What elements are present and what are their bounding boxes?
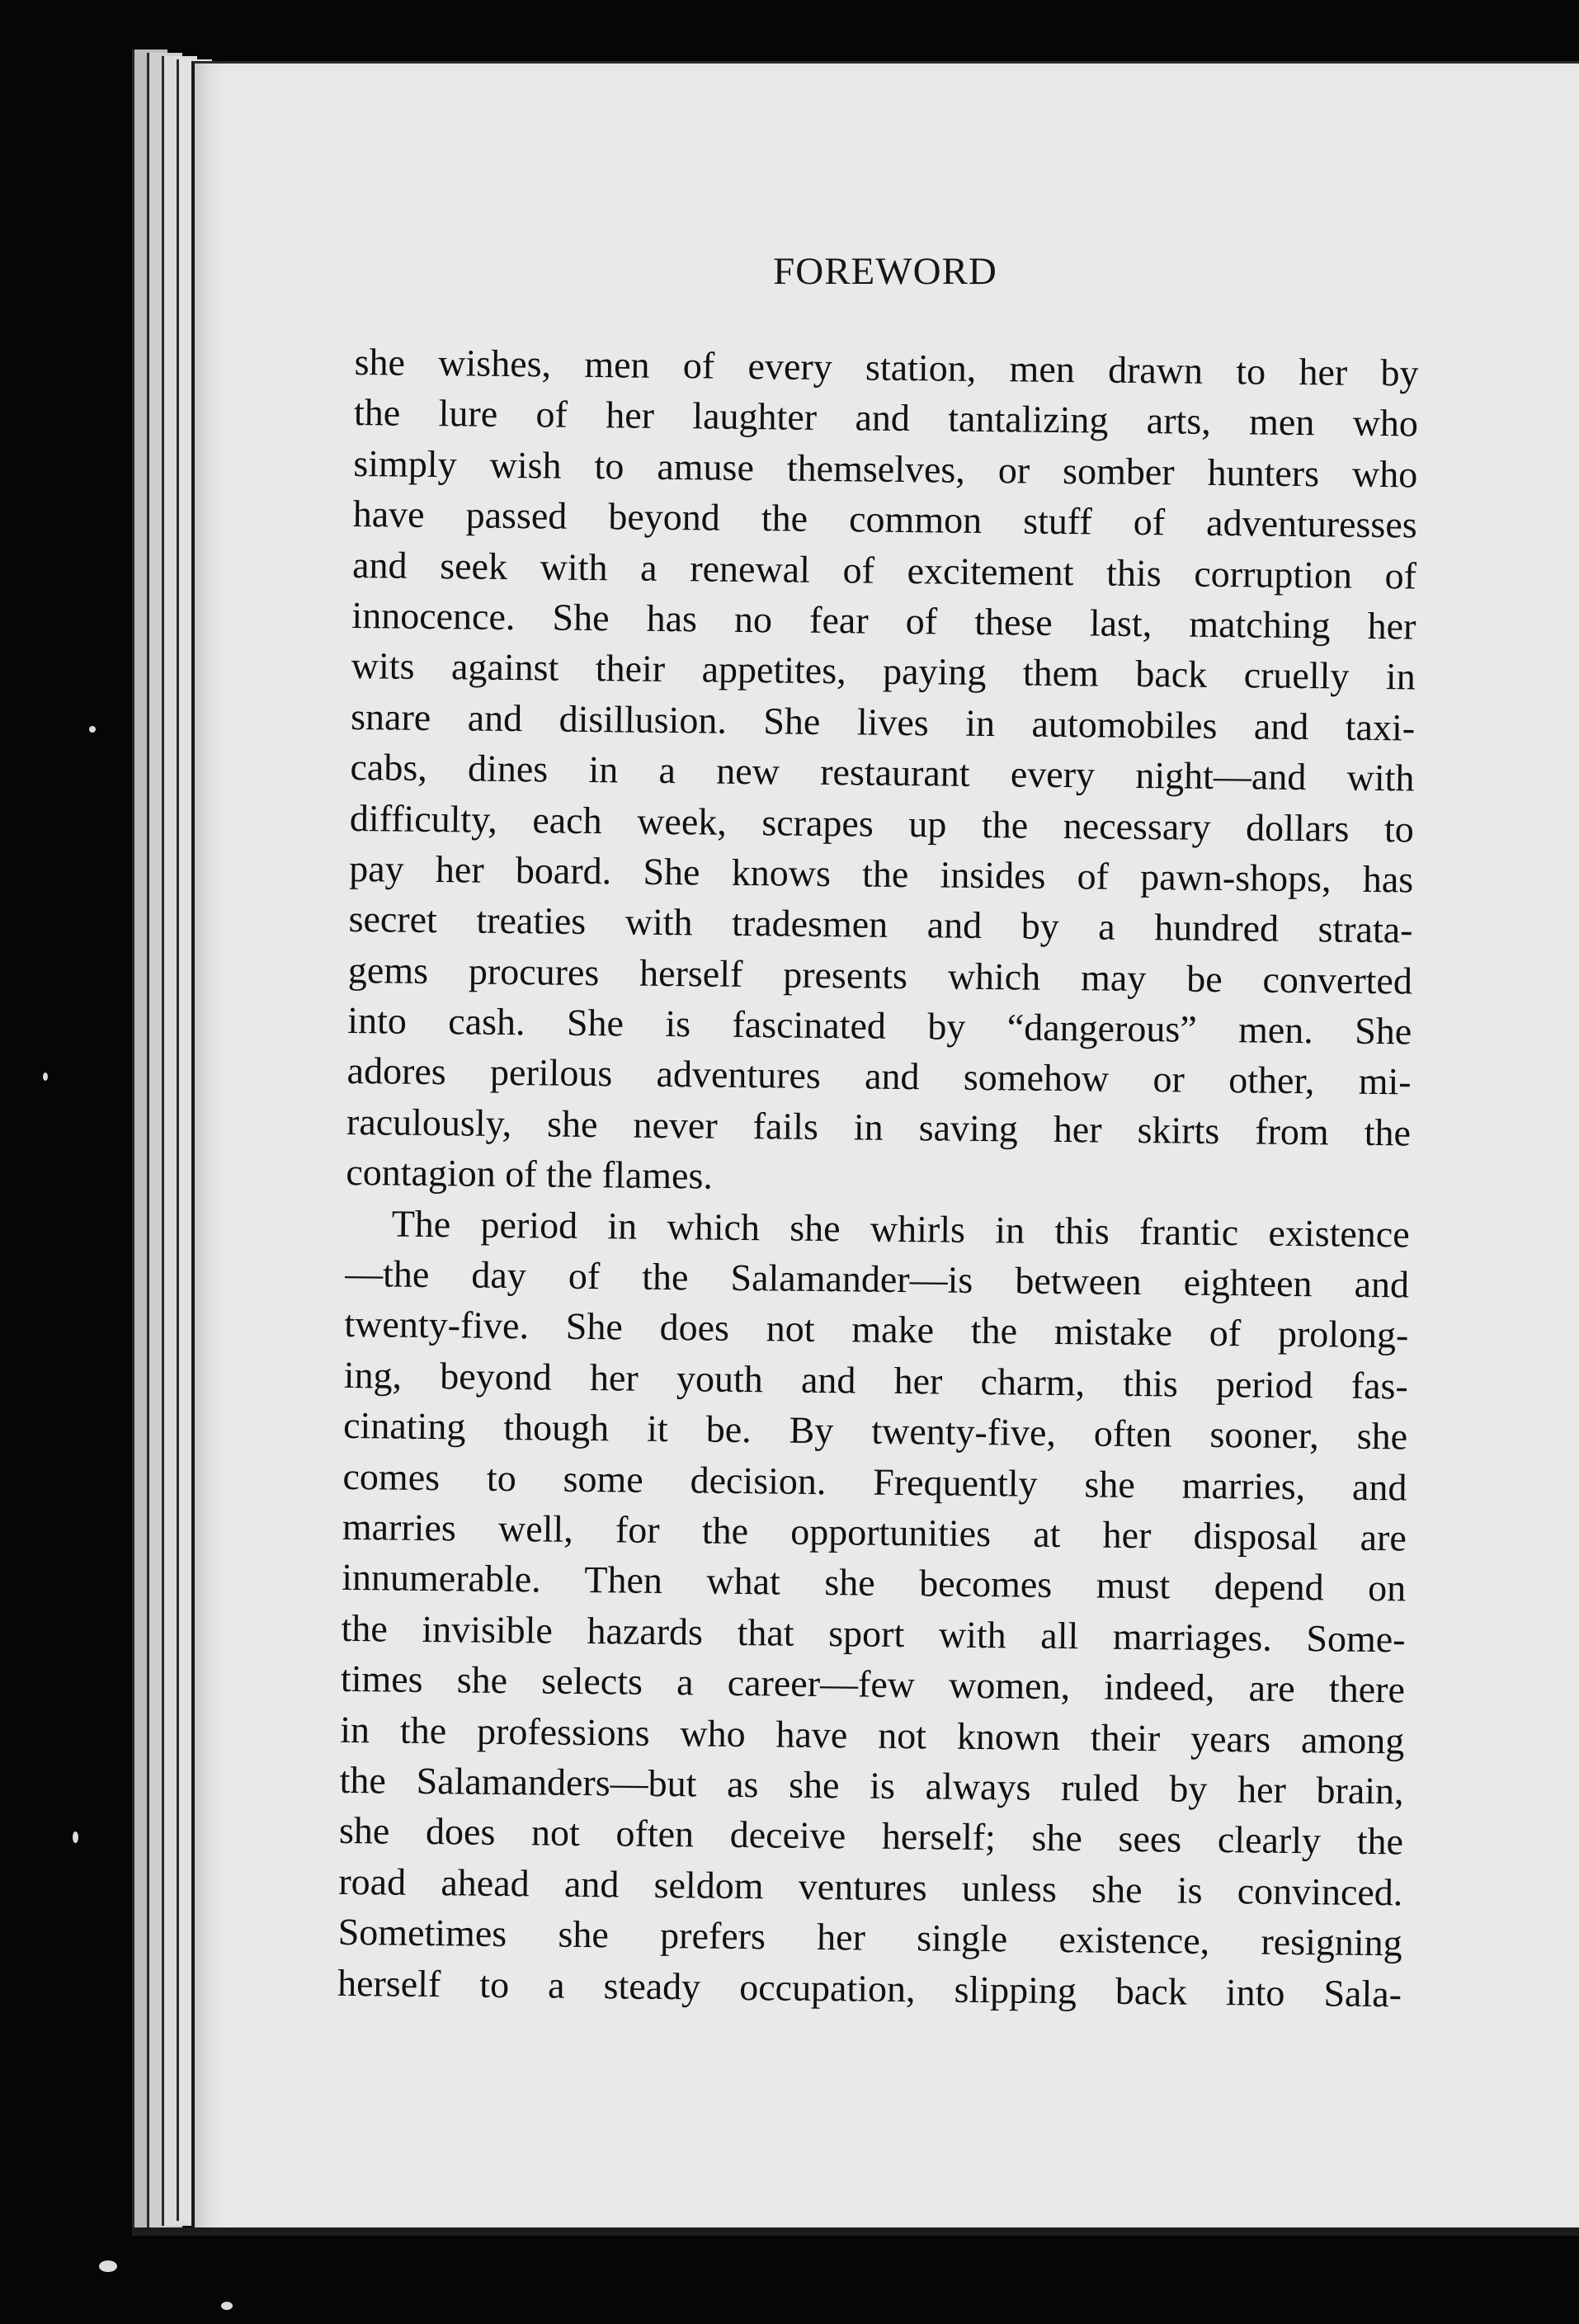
text-line: the invisible hazards that sport with all marriages. Some-: [341, 1606, 1406, 1661]
text-line: the Salamanders—but as she is always ruled by her brain,: [339, 1758, 1404, 1813]
text-line: innumerable. Then what she becomes must depend on: [341, 1556, 1407, 1610]
text-line: pay her board. She knows the insides of pawn-shops, has: [348, 846, 1414, 901]
text-line: snare and disillusion. She lives in automobiles and taxi-: [350, 695, 1416, 749]
text-line: raculously, she never fails in saving her skirts from the: [346, 1100, 1412, 1154]
text-line: wits against their appetites, paying them back cruelly in: [351, 644, 1416, 698]
text-line: marries well, for the opportunities at her disposal are: [342, 1505, 1407, 1559]
text-line: cabs, dines in a new restaurant every night—and with: [350, 746, 1415, 799]
text-line: contagion of the flames.: [346, 1151, 714, 1197]
text-line: Sometimes she prefers her single existence, resigning: [337, 1911, 1402, 1964]
text-line: —the day of the Salamander—is between eighteen and: [344, 1252, 1410, 1306]
body-text: [337, 337, 1419, 2019]
text-line: have passed beyond the common stuff of adventuresses: [352, 493, 1417, 546]
text-line: times she selects a career—few women, indeed, are there: [340, 1657, 1406, 1711]
dust-speck: [221, 2302, 233, 2310]
text-line: gems procures herself presents which may be converted: [347, 948, 1413, 1002]
text-line: adores perilous adventures and somehow or other, mi-: [346, 1049, 1412, 1103]
text-line: she wishes, men of every station, men drawn to her by: [354, 340, 1419, 394]
text-line: innocence. She has no fear of these last, matching her: [351, 593, 1416, 648]
dust-speck: [99, 2260, 117, 2272]
text-line: herself to a steady occupation, slipping back into Sala-: [337, 1961, 1402, 2015]
dust-speck: [89, 726, 96, 733]
text-line: difficulty, each week, scrapes up the necessary dollars to: [349, 796, 1415, 850]
text-line: she does not often deceive herself; she sees clearly the: [338, 1809, 1404, 1863]
text-line: into cash. She is fascinated by “dangerous” men. She: [347, 999, 1412, 1053]
text-line: cinating though it be. By twenty-five, often sooner, she: [342, 1404, 1408, 1458]
text-line: the lure of her laughter and tantalizing arts, men who: [353, 391, 1419, 445]
text-line: and seek with a renewal of excitement this corruption of: [351, 543, 1417, 597]
text-line: simply wish to amuse themselves, or somber hunters who: [353, 441, 1418, 496]
text-line: twenty-five. She does not make the mistake of prolong-: [344, 1303, 1409, 1356]
text-line: road ahead and seldom ventures unless she is convinced.: [338, 1860, 1403, 1914]
text-line: secret treaties with tradesmen and by a hundred strata-: [348, 898, 1413, 951]
text-line: The period in which she whirls in this frantic existence: [391, 1202, 1410, 1256]
text-line: in the professions who have not known their years among: [340, 1708, 1405, 1761]
page-bottom-edge: [132, 2227, 1579, 2236]
running-head: FOREWORD: [773, 250, 997, 293]
dust-speck: [43, 1072, 48, 1081]
dust-speck: [73, 1831, 78, 1843]
text-line: comes to some decision. Frequently she marries, and: [342, 1454, 1407, 1509]
text-line: ing, beyond her youth and her charm, this period fas-: [343, 1353, 1409, 1407]
